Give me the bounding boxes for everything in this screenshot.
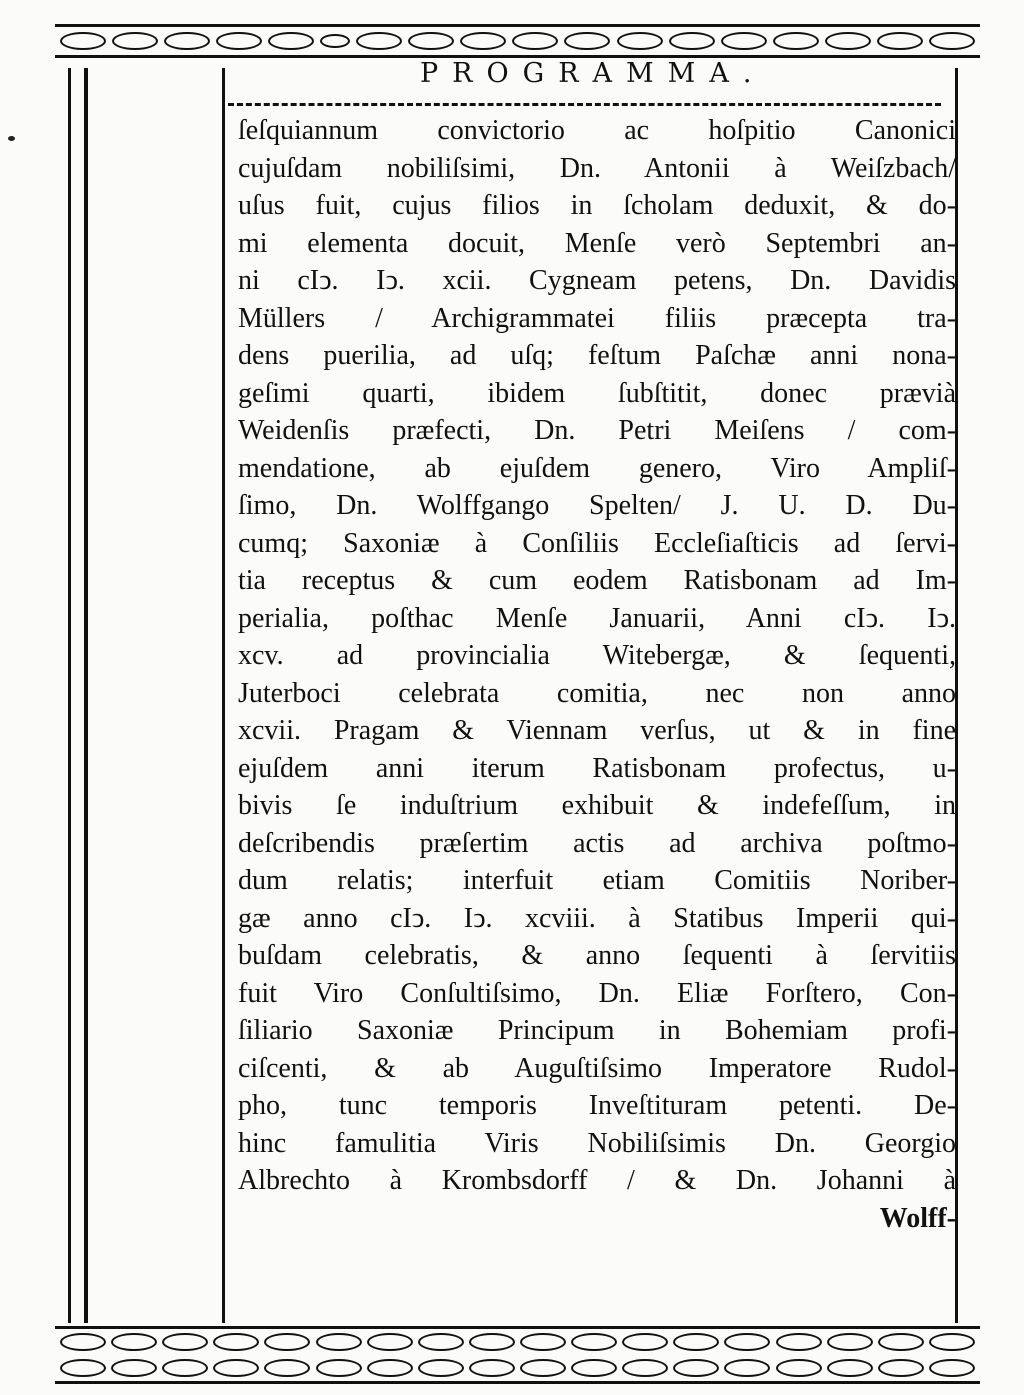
text-line: ni cIↄ. Iↄ. xcii. Cygneam petens, Dn. Davidis <box>238 265 956 296</box>
text-line: hinc famulitia Viris Nobiliſsimis Dn. Georgio <box>238 1127 956 1159</box>
left-inner-rule <box>84 68 88 1323</box>
text-line: ſiliario Saxoniæ Principum in Bohemiam profi- <box>238 1015 956 1046</box>
text-left-rule <box>222 68 225 1323</box>
text-line: cumq; Saxoniæ à Conſiliis Eccleſiaſticis ad ſervi- <box>238 527 956 559</box>
text-line: xcvii. Pragam & Viennam verſus, ut & in fine <box>238 715 956 746</box>
top-ornamental-border <box>55 24 980 58</box>
body-text <box>238 112 956 1237</box>
text-line: bivis ſe induſtrium exhibuit & indefeſſum, in <box>238 790 956 821</box>
text-line: cujuſdam nobiliſsimi, Dn. Antonii à Weiſzbach/ <box>238 152 956 184</box>
text-line: xcv. ad provincialia Witebergæ, & ſequenti, <box>238 640 956 671</box>
text-line: mendatione, ab ejuſdem genero, Viro Ampliſ- <box>238 452 956 484</box>
text-line: geſimi quarti, ibidem ſubſtitit, donec prævià <box>238 377 956 409</box>
catchword: Wolff- <box>879 1202 956 1234</box>
running-head: PROGRAMMA. <box>420 58 766 89</box>
text-line: ſeſquiannum convictorio ac hoſpitio Canonici <box>238 115 956 146</box>
text-line: Albrechto à Krombsdorff / & Dn. Johanni à <box>238 1165 956 1196</box>
text-line: buſdam celebratis, & anno ſequenti à ſervitiis <box>238 940 956 971</box>
text-line: dens puerilia, ad uſq; feſtum Paſchæ anni nona- <box>238 340 956 371</box>
left-outer-rule <box>68 68 71 1323</box>
text-line: dum relatis; interfuit etiam Comitiis Noriber- <box>238 865 956 896</box>
text-line: mi elementa docuit, Menſe verò Septembri an- <box>238 227 956 259</box>
text-line: perialia, poſthac Menſe Januarii, Anni cIↄ. Iↄ. <box>238 602 956 634</box>
text-line: tia receptus & cum eodem Ratisbonam ad Im- <box>238 565 956 596</box>
text-line: Müllers / Archigrammatei filiis præcepta tra- <box>238 302 956 334</box>
text-line: gæ anno cIↄ. Iↄ. xcviii. à Statibus Imperii qui- <box>238 902 956 934</box>
text-line: Juterboci celebrata comitia, nec non anno <box>238 677 956 709</box>
text-line: fuit Viro Conſultiſsimo, Dn. Eliæ Forſtero, Con- <box>238 977 956 1009</box>
bottom-ornamental-border <box>55 1326 980 1384</box>
ink-speck <box>8 136 15 141</box>
text-line: ciſcenti, & ab Auguſtiſsimo Imperatore Rudol- <box>238 1052 956 1084</box>
text-line: ſimo, Dn. Wolffgango Spelten/ J. U. D. Du- <box>238 490 956 521</box>
text-line: uſus fuit, cujus filios in ſcholam deduxit, & do- <box>238 190 956 221</box>
text-line: pho, tunc temporis Inveſtituram petenti. De- <box>238 1090 956 1121</box>
text-line: deſcribendis præſertim actis ad archiva poſtmo- <box>238 827 956 859</box>
text-line: Weidenſis præfecti, Dn. Petri Meiſens / com- <box>238 415 956 446</box>
text-line: ejuſdem anni iterum Ratisbonam profectus, u- <box>238 752 956 784</box>
running-head-rule <box>228 103 941 106</box>
